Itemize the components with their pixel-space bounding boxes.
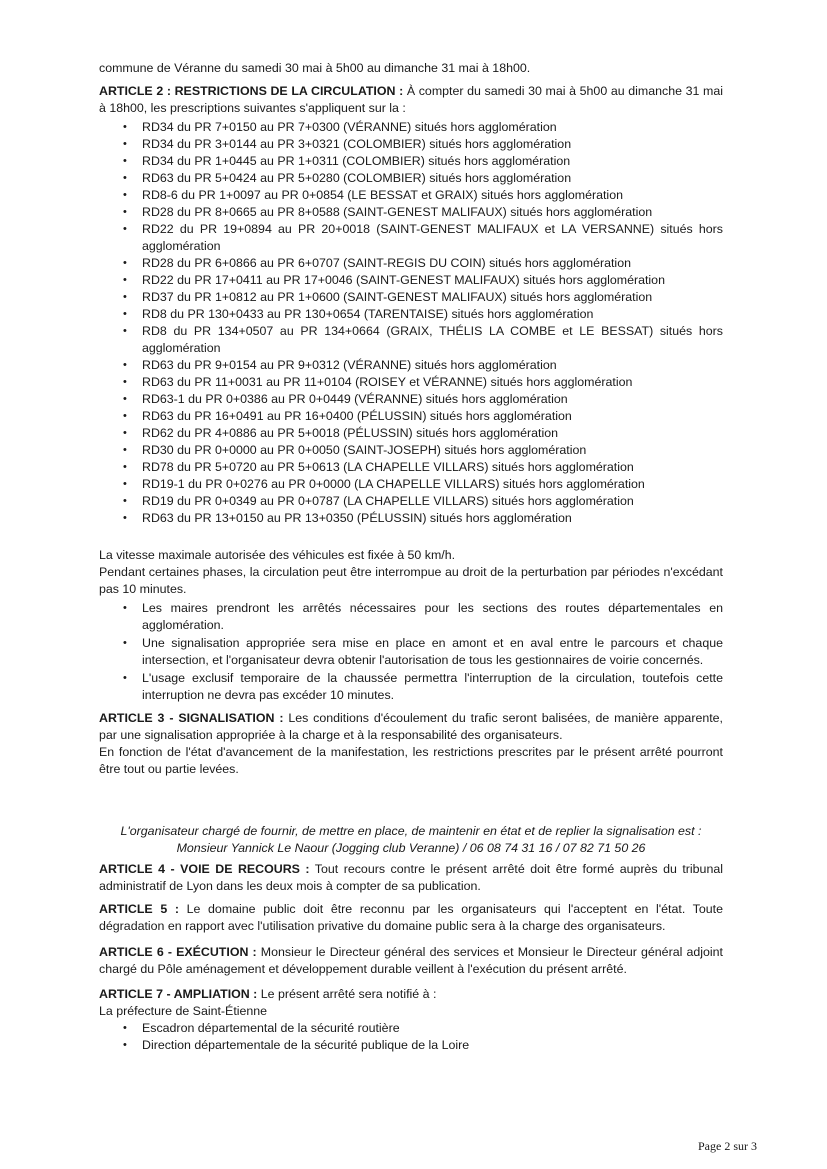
road-list-item: • RD28 du PR 8+0665 au PR 8+0588 (SAINT-GENEST MALIFAUX) situés hors agglomération: [99, 204, 723, 221]
recipient-list-item: • Direction départementale de la sécurité publique de la Loire: [99, 1037, 723, 1054]
road-list-item: • RD63 du PR 16+0491 au PR 16+0400 (PÉLUSSIN) situés hors agglomération: [99, 408, 723, 425]
article-2-intro: [99, 83, 723, 117]
intro-paragraph: [99, 60, 723, 77]
notes-list: [99, 600, 723, 704]
article-3: [99, 710, 723, 778]
organizer-contact: Monsieur Yannick Le Naour (Jogging club Veranne) / 06 08 74 31 16 / 07 82 71 50 26: [176, 841, 646, 855]
road-list-item: • RD28 du PR 6+0866 au PR 6+0707 (SAINT-REGIS DU COIN) situés hors agglomération: [99, 255, 723, 272]
speed-limit-text: La vitesse maximale autorisée des véhicules est fixée à 50 km/h.: [99, 548, 456, 562]
article-2-notes: [99, 600, 723, 705]
article-4-para: [99, 861, 723, 895]
page-number: Page 2 sur 3: [698, 1139, 757, 1153]
road-list-item: • RD63 du PR 13+0150 au PR 13+0350 (PÉLUSSIN) situés hors agglomération: [99, 510, 723, 527]
road-list-item: • RD8-6 du PR 1+0097 au PR 0+0854 (LE BESSAT et GRAIX) situés hors agglomération: [99, 187, 723, 204]
article-2-speed: [99, 547, 723, 598]
article-3-text-2: En fonction de l'état d'avancement de la manifestation, les restrictions prescrites par le présent arrêté pourront être tout ou partie levées.: [99, 745, 723, 776]
article-2-heading: ARTICLE 2 : RESTRICTIONS DE LA CIRCULATION :: [99, 84, 404, 98]
road-list-item: • RD63 du PR 9+0154 au PR 9+0312 (VÉRANNE) situés hors agglomération: [99, 357, 723, 374]
road-list-item: • RD63 du PR 11+0031 au PR 11+0104 (ROISEY et VÉRANNE) situés hors agglomération: [99, 374, 723, 391]
article-6-text: Monsieur le Directeur général des services et Monsieur le Directeur général adjoint chargé du Pôle aménagement et développement durable veillent à l'exécution du présent arrêté.: [99, 945, 723, 976]
road-list-item: • RD34 du PR 3+0144 au PR 3+0321 (COLOMBIER) situés hors agglomération: [99, 136, 723, 153]
organizer-block: [99, 823, 723, 857]
article-5: [99, 901, 723, 935]
interruption-text: Pendant certaines phases, la circulation peut être interrompue au droit de la perturbation par périodes n'excédant pas 10 minutes.: [99, 565, 723, 596]
article-5-text: Le domaine public doit être reconnu par les organisateurs qui l'acceptent en l'état. Toute dégradation en rapport avec l'utilisation privative du domaine public sera à la charge des organisateurs.: [99, 902, 723, 933]
road-list-item: • RD34 du PR 7+0150 au PR 7+0300 (VÉRANNE) situés hors agglomération: [99, 119, 723, 136]
prefecture-text: La préfecture de Saint-Étienne: [99, 1004, 268, 1018]
road-list-item: • RD37 du PR 1+0812 au PR 1+0600 (SAINT-GENEST MALIFAUX) situés hors agglomération: [99, 289, 723, 306]
article-4-heading: ARTICLE 4 - VOIE DE RECOURS :: [99, 862, 310, 876]
road-list-item: • RD34 du PR 1+0445 au PR 1+0311 (COLOMBIER) situés hors agglomération: [99, 153, 723, 170]
article-2-text: À compter du samedi 30 mai à 5h00 au dimanche 31 mai à 18h00, les prescriptions suivantes s'appliquent sur la :: [99, 84, 723, 115]
road-list-item: • RD63 du PR 5+0424 au PR 5+0280 (COLOMBIER) situés hors agglomération: [99, 170, 723, 187]
road-list-item: • RD8 du PR 134+0507 au PR 134+0664 (GRAIX, THÉLIS LA COMBE et LE BESSAT) situés hors agglomération: [99, 323, 723, 357]
road-list-item: • RD22 du PR 19+0894 au PR 20+0018 (SAINT-GENEST MALIFAUX et LA VERSANNE) situés hors agglomération: [99, 221, 723, 255]
road-list-item: • RD22 du PR 17+0411 au PR 17+0046 (SAINT-GENEST MALIFAUX) situés hors agglomération: [99, 272, 723, 289]
article-3-para: [99, 710, 723, 744]
article-7-para: [99, 986, 723, 1003]
organizer-line-1: L'organisateur chargé de fournir, de mettre en place, de maintenir en état et de replier la signalisation est :: [120, 824, 702, 838]
article-7: [99, 986, 723, 1054]
article-6-para: [99, 944, 723, 978]
recipients-list: [99, 1020, 723, 1054]
article-4: [99, 861, 723, 895]
article-7-heading: ARTICLE 7 - AMPLIATION :: [99, 987, 258, 1001]
road-list-item: • RD78 du PR 5+0720 au PR 5+0613 (LA CHAPELLE VILLARS) situés hors agglomération: [99, 459, 723, 476]
road-list-item: • RD19 du PR 0+0349 au PR 0+0787 (LA CHAPELLE VILLARS) situés hors agglomération: [99, 493, 723, 510]
note-list-item: • L'usage exclusif temporaire de la chaussée permettra l'interruption de la circulation, toutefois cette interruption ne devra pas excéder 10 minutes.: [99, 670, 723, 704]
article-4-text: Tout recours contre le présent arrêté doit être formé auprès du tribunal administratif de Lyon dans les deux mois à compter de sa publication.: [99, 862, 723, 893]
road-list-item: • RD19-1 du PR 0+0276 au PR 0+0000 (LA CHAPELLE VILLARS) situés hors agglomération: [99, 476, 723, 493]
road-list-item: • RD62 du PR 4+0886 au PR 5+0018 (PÉLUSSIN) situés hors agglomération: [99, 425, 723, 442]
road-list: [99, 119, 723, 527]
intro-text: commune de Véranne du samedi 30 mai à 5h00 au dimanche 31 mai à 18h00.: [99, 61, 531, 75]
article-6-heading: ARTICLE 6 - EXÉCUTION :: [99, 945, 257, 959]
recipient-list-item: • Escadron départemental de la sécurité routière: [99, 1020, 723, 1037]
article-2: [99, 83, 723, 527]
article-6: [99, 944, 723, 978]
article-5-heading: ARTICLE 5 :: [99, 902, 179, 916]
article-3-text: Les conditions d'écoulement du trafic seront balisées, de manière apparente, par une signalisation appropriée à la charge et à la responsabilité des organisateurs.: [99, 711, 723, 742]
road-list-item: • RD8 du PR 130+0433 au PR 130+0654 (TARENTAISE) situés hors agglomération: [99, 306, 723, 323]
road-list-item: • RD63-1 du PR 0+0386 au PR 0+0449 (VÉRANNE) situés hors agglomération: [99, 391, 723, 408]
note-list-item: • Une signalisation appropriée sera mise en place en amont et en aval entre le parcours et chaque intersection, et l'organisateur devra obtenir l'autorisation de tous les gestionnaires de voirie concernés.: [99, 635, 723, 669]
article-7-text: Le présent arrêté sera notifié à :: [257, 987, 437, 1001]
article-5-para: [99, 901, 723, 935]
note-list-item: • Les maires prendront les arrêtés nécessaires pour les sections des routes départementales en agglomération.: [99, 600, 723, 634]
article-3-heading: ARTICLE 3 - SIGNALISATION :: [99, 711, 284, 725]
road-list-item: • RD30 du PR 0+0000 au PR 0+0050 (SAINT-JOSEPH) situés hors agglomération: [99, 442, 723, 459]
